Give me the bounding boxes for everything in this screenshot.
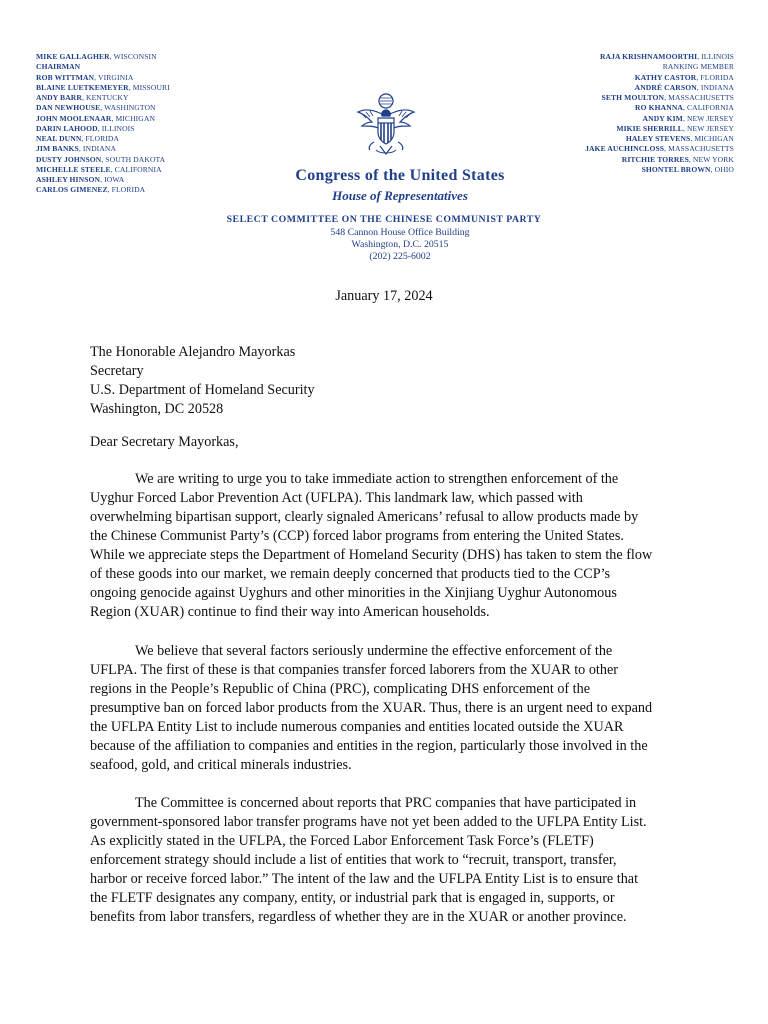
member-entry: NEAL DUNN, FLORIDA [36, 134, 120, 143]
committee-address: 548 Cannon House Office Building [330, 227, 470, 238]
salutation: Dear Secretary Mayorkas, [90, 434, 239, 450]
addressee-line: U.S. Department of Homeland Security [90, 382, 315, 398]
house-title: House of Representatives [332, 188, 468, 203]
letter-date: January 17, 2024 [335, 288, 433, 304]
member-entry: CARLOS GIMENEZ, FLORIDA [36, 185, 146, 195]
member-entry: ANDY BARR, KENTUCKY [36, 93, 129, 102]
congress-title: Congress of the United States [295, 167, 505, 184]
member-entry: BLAINE LUETKEMEYER, MISSOURI [36, 82, 170, 92]
member-entry: SETH MOULTON, MASSACHUSETTS [601, 93, 734, 102]
member-entry: RITCHIE TORRES, NEW YORK [621, 154, 734, 164]
member-entry: RAJA KRISHNAMOORTHI, ILLINOIS [599, 52, 734, 61]
addressee-line: Washington, DC 20528 [90, 401, 224, 417]
member-entry: MICHELLE STEELE, CALIFORNIA [36, 164, 162, 174]
member-entry: SHONTEL BROWN, OHIO [641, 164, 734, 174]
member-entry: ANDY KIM, NEW JERSEY [642, 113, 734, 123]
member-entry: JOHN MOOLENAAR, MICHIGAN [36, 113, 156, 123]
minority-member-list [585, 52, 734, 175]
member-entry: DUSTY JOHNSON, SOUTH DAKOTA [36, 154, 166, 164]
addressee-block [90, 343, 315, 419]
member-entry: DARIN LAHOOD, ILLINOIS [36, 123, 135, 133]
member-entry: MIKE GALLAGHER, WISCONSIN [36, 52, 157, 61]
member-entry: ROB WITTMAN, VIRGINIA [36, 72, 134, 82]
member-entry: JAKE AUCHINCLOSS, MASSACHUSETTS [585, 144, 734, 154]
body-paragraph: We believe that several factors seriously undermine the effective enforcement of the UFLPA. The first of these is that companies transfer forced laborers from the XUAR to other regions in the People’s Republic of China (PRC), complicating DHS enforcement of the presumptive ban on forced labor products from the XUAR. Thus, there is an urgent need to expand the UFLPA Entity List to include numerous companies and entities located outside the XUAR because of the affiliation to companies and entities in the region, particularly those involved in the seafood, gold, and critical minerals industries. [90, 643, 653, 773]
member-entry: HALEY STEVENS, MICHIGAN [625, 134, 734, 143]
member-entry: RO KHANNA, CALIFORNIA [635, 103, 734, 113]
committee-name: SELECT COMMITTEE ON THE CHINESE COMMUNIST PARTY [226, 214, 542, 225]
member-entry: DAN NEWHOUSE, WASHINGTON [36, 103, 156, 113]
member-entry: KATHY CASTOR, FLORIDA [634, 72, 734, 82]
member-entry: ANDRÉ CARSON, INDIANA [634, 82, 734, 92]
addressee-line: The Honorable Alejandro Mayorkas [90, 344, 296, 360]
member-entry: ASHLEY HINSON, IOWA [36, 175, 125, 184]
addressee-line: Secretary [90, 363, 144, 379]
committee-city: Washington, D.C. 20515 [351, 239, 449, 250]
eagle-seal-icon [356, 92, 416, 158]
body-paragraph: The Committee is concerned about reports that PRC companies that have participated in government-sponsored labor transfer programs have not yet been added to the UFLPA Entity List. As explicitly stated in the UFLPA, the Forced Labor Enforcement Task Force’s (FLETF) enforcement strategy should include a list of entities that work to “recruit, transport, transfer, harbor or receive forced labor.” The intent of the law and the UFLPA Entity List is to ensure that the FLETF designates any company, entity, or industrial park that is engaged in, supports, or benefits from labor transfers, regardless of whether they are in the XUAR or another province. [90, 795, 647, 925]
body-paragraph: We are writing to urge you to take immediate action to strengthen enforcement of the Uyghur Forced Labor Prevention Act (UFLPA). This landmark law, which passed with overwhelming bipartisan support, clearly signaled Americans’ refusal to allow products made by the Chinese Communist Party’s (CCP) forced labor programs from entering the United States. While we appreciate steps the Department of Homeland Security (DHS) has taken to stem the flow of these goods into our market, we remain deeply concerned that products tied to the CCP’s ongoing genocide against Uyghurs and other minorities in the Xinjiang Uyghur Autonomous Region (XUAR) continue to find their way into American households. [90, 471, 653, 620]
member-role: CHAIRMAN [36, 62, 81, 72]
member-entry: JIM BANKS, INDIANA [36, 144, 117, 154]
member-role: RANKING MEMBER [662, 62, 734, 72]
committee-phone: (202) 225-6002 [369, 251, 431, 262]
member-entry: MIKIE SHERRILL, NEW JERSEY [616, 123, 734, 133]
